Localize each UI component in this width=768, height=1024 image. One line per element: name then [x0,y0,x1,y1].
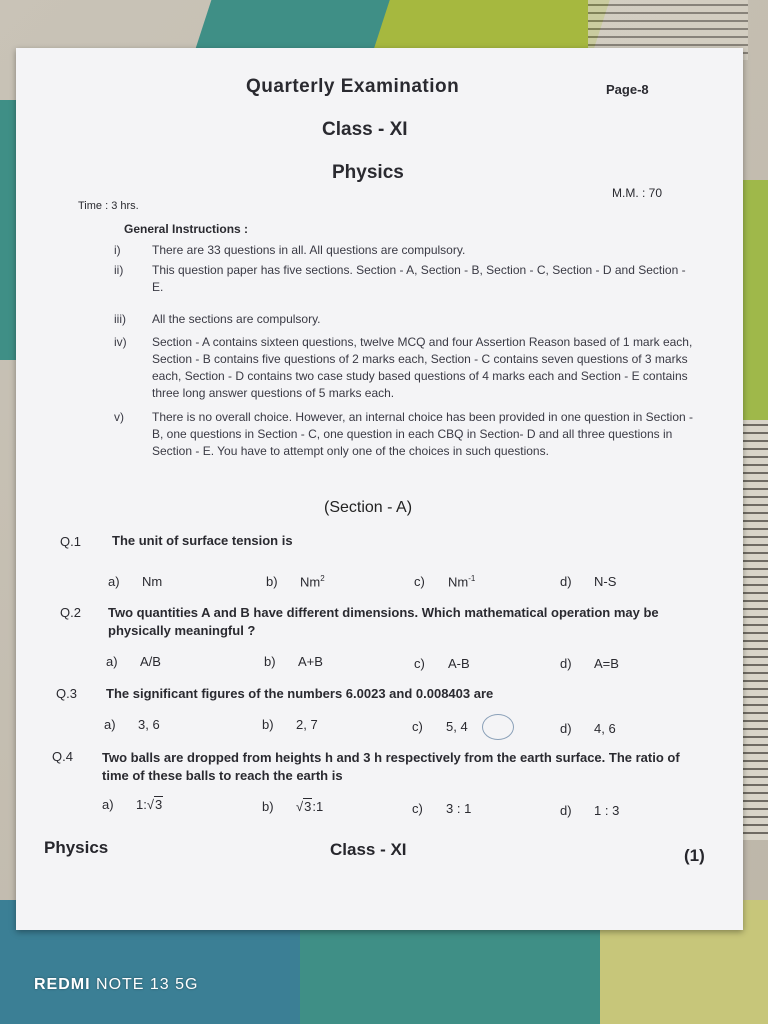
option: b) A+B [264,654,323,669]
question-number: Q.3 [56,686,77,701]
watermark-brand: REDMI [34,976,91,993]
time-label: Time : 3 hrs. [78,200,139,212]
option: d) 4, 6 [560,721,616,736]
camera-watermark [34,976,199,994]
option: c) A-B [414,656,470,671]
option: b) √3:1 [262,799,324,814]
watermark-model: NOTE 13 5G [96,976,199,993]
pen-circle-mark [482,714,514,740]
option: a) 1:√3 [102,797,163,812]
exam-paper: Quarterly Examination Page-8 Class - XI Physics Time : 3 hrs. M.M. : 70 General Instructions : i) There are 33 questions in all. All questions are compulsory. ii) This question paper has five sections. Section - A, Section - B, Section - C, Section - D and Section - E. iii) All the sections are compulsory. iv) Section - A contains sixteen questions, twelve MCQ and four Assertion Reason based of 1 mark each, Section - B contains five questions of 2 marks each, Section - C contains seven questions of 3 marks each, Section - D contains two case study based questions of 4 marks each and Section - E contains three long answer questions of 5 marks each. v) There is no overall choice. However, an internal choice has been provided in one question in Section - B, one questions in Section - C, one question in each CBQ in Section- D and all three questions in Section - E. You have to attempt only one of the choices in such questions. (Section - A) Q.1 The unit of surface tension is a) Nm b) Nm$^2$ c) $Nm^{-1}$ d) N-S Q.2 Two quantities A and B have different dimensions. Which mathematical operation may be physically meaningful ? a) A/B b) A+B c) A-B d) A=B Q.3 The significant figures of the numbers 6.0023 and 0.008403 are a) 3, 6 b) 2, 7 c) 5, 4 d) 4, 6 Q.4 Two balls are dropped from heights h and 3 h respectively from the earth surface. The ratio of time of these balls to reach the earth is a) 1:√3 b) √3:1 c) 3 : 1 d) 1 : 3 Physics Class - XI (1) [16,48,743,930]
option: c) 5, 4 [412,719,468,734]
option: c) $Nm^{-1}$ [414,574,476,590]
section-title: (Section - A) [324,499,413,516]
option: a) 3, 6 [104,717,160,732]
question-text: The unit of surface tension is [112,533,293,548]
option: a) Nm [108,574,163,589]
footer-page-number: (1) [684,846,705,865]
exam-title: Quarterly Examination [246,76,460,97]
question-text: The significant figures of the numbers 6.0023 and 0.008403 are [106,686,494,701]
question-number: Q.2 [60,605,81,620]
option: b) Nm$^2$ [266,574,325,590]
footer-class: Class - XI [330,840,407,859]
page-label: Page-8 [606,82,649,97]
option: d) A=B [560,656,619,671]
root-value: 3 [154,797,163,812]
instructions-heading: General Instructions : [124,222,249,236]
option: b) 2, 7 [262,717,318,732]
option: c) 3 : 1 [412,801,472,816]
option: d) 1 : 3 [560,803,620,818]
question-text: Two quantities A and B have different dimensions. Which mathematical operation may be physically meaningful ? [108,605,659,638]
footer-subject: Physics [44,838,109,857]
option: a) A/B [106,654,161,669]
max-marks-label: M.M. : 70 [612,186,663,200]
class-label: Class - XI [322,119,408,140]
subject-label: Physics [332,162,404,183]
option: d) N-S [560,574,617,589]
question-number: Q.1 [60,534,81,549]
question-text: Two balls are dropped from heights h and 3 h respectively from the earth surface. The ratio of time of these balls to reach the earth is [102,750,680,783]
question-number: Q.4 [52,749,73,764]
